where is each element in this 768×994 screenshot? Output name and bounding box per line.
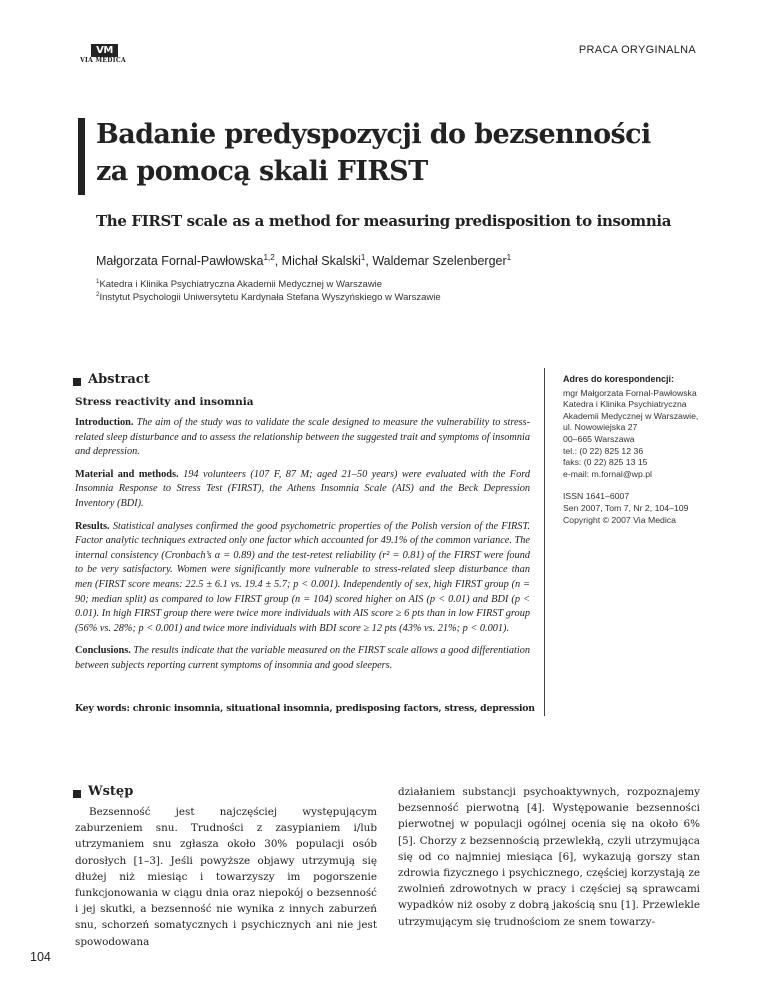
abstract-body [75,416,530,682]
body-column-left [75,804,377,950]
title-line-2: za pomocą skali FIRST [96,156,428,187]
section-heading: Wstęp [88,784,134,799]
correspondence-line: Katedra i Klinika Psychiatryczna [563,399,687,410]
body-paragraph: Bezsenność jest najczęściej występującym zaburzeniem snu. Trudności z zasypianiem i/lub utrzymaniem snu zgłasza około 30% populacji osób dorosłych [1–3]. Jeśli powyższe objawy utrzymują się dłużej niż miesiąc i towarzyszy im pogorszenie funkcjonowania w ciągu dnia oraz niepokój o bezsenność i jej skutki, a bezsenność nie wynika z innych zaburzeń snu, schorzeń somatycznych i psychicznych ani nie jest spowodowana [75,806,377,948]
correspondence-box [563,374,713,526]
abstract-section-text: 194 volunteers (107 F, 87 M; aged 21–50 years) were evaluated with the Ford Insomnia Response to Stress Test (FIRST), the Athens Insomnia Scale (AIS) and the Beck Depression Inventory (BDI). [75,468,530,509]
title-line-1: Badanie predyspozycji do bezsenności [96,119,651,150]
correspondence-line: mgr Małgorzata Fornal-Pawłowska [563,387,697,398]
body-column-right [398,784,700,930]
affiliation [96,292,706,303]
copyright: Copyright © 2007 Via Medica [563,514,676,525]
author-affil-mark: 1 [360,252,366,262]
keywords: Key words: chronic insomnia, situational insomnia, predisposing factors, stress, depression [75,703,535,714]
author-name: Michał Skalski [281,254,361,268]
abstract-introduction [75,416,530,460]
page-number: 104 [30,950,51,964]
abstract-section-label: Introduction. [75,417,134,428]
volume-info: Sen 2007, Tom 7, Nr 2, 104–109 [563,502,689,513]
abstract-section-label: Conclusions. [75,645,131,657]
author-affil-mark: 1 [506,252,512,262]
body-paragraph: działaniem substancji psychoaktywnych, rozpoznajemy bezsenność pierwotną [4]. Występowanie bezsenności pierwotnej w populacji ogólnej ocenia się na około 6% [5]. Chorzy z bezsennością przewlekłą, czyli utrzymująca się od co najmniej miesiąca [6], wykazują gorszy stan zdrowia fizycznego i psychicznego, częściej korzystają ze zwolnień zdrowotnych w pracy i częściej są sprawcami wypadków niż osoby z dobrą jakością snu [1]. Przewlekle utrzymującym się trudnościom ze snem towarzy- [398,786,700,928]
title-accent-bar [78,118,85,195]
author-list: Małgorzata Fornal-Pawłowska$^{1,2}$, Michał Skalski$^1$, Waldemar Szelenberger$^1$ [96,252,512,268]
article-type-label: PRACA ORYGINALNA [578,44,696,56]
abstract-conclusions [75,644,530,673]
affiliation-number: 2 [96,290,100,298]
issn: ISSN 1641–6007 [563,491,630,502]
abstract-methods [75,468,530,512]
author-name: Małgorzata Fornal-Pawłowska [96,254,264,268]
abstract-section-label: Results. [75,520,110,532]
correspondence-email: e-mail: m.fornal@wp.pl [563,468,652,479]
abstract-section-text: The results indicate that the variable measured on the FIRST scale allows a good differentiation between subjects reporting current symptoms of insomnia and good sleepers. [75,645,530,671]
affiliation-text: Katedra i Klinika Psychiatryczna Akademii Medycznej w Warszawie [99,279,383,290]
correspondence-line: 00–665 Warszawa [563,433,635,444]
abstract-section-label: Material and methods. [75,468,179,480]
author-affil-mark: 1,2 [263,252,275,262]
abstract-heading: Abstract [88,372,150,387]
abstract-heading-square-icon [73,378,81,386]
correspondence-heading: Adres do korespondencji: [563,374,675,384]
abstract-results [75,520,530,637]
affiliation [96,279,706,290]
affiliation-text: Instytut Psychologii Uniwersytetu Kardynała Stefana Wyszyńskiego w Warszawie [99,292,441,303]
correspondence-line: ul. Nowowiejska 27 [563,422,638,433]
section-heading-square-icon [73,790,81,798]
correspondence-line: Akademii Medycznej w Warszawie, [563,410,699,421]
sidebar-divider [544,368,545,716]
via-medica-logo-text: VIA MEDICA [80,57,126,64]
article-subtitle: The FIRST scale as a method for measuring predisposition to insomnia [96,212,672,230]
author-name: Waldemar Szelenberger [372,254,507,268]
correspondence-line: faks: (0 22) 825 13 15 [563,457,648,468]
via-medica-logo-mark: VM [91,44,118,57]
affiliation-number: 1 [96,277,100,285]
correspondence-line: tel.: (0 22) 825 12 36 [563,445,644,456]
abstract-section-text: The aim of the study was to validate the scale designed to measure the vulnerability to stress-related sleep disturbance and to assess the relationship between the suggested trait and symptoms of insomnia and depression. [75,417,530,458]
article-title [96,116,696,190]
abstract-subheading: Stress reactivity and insomnia [75,396,254,408]
abstract-section-text: Statistical analyses confirmed the good psychometric properties of the Polish version of the FIRST. Factor analytic techniques extracted only one factor which accounted for 49.1% of the common variance. The internal consistency (Cronbach’s α = 0.89) and the test-retest reliability (r² = 0.81) of the FIRST were found to be very satisfactory. Women were significantly more vulnerable to stress-related sleep disturbance than men (FIRST score means: 22.5 ± 6.1 vs. 19.4 ± 5.7; p < 0.001). Independently of sex, high FIRST group (n = 90; median split) as compared to low FIRST group (n = 104) scored higher on AIS (p < 0.01) and BDI (p < 0.01). In high FIRST group there were twice more individuals with AIS score ≥ 6 pts than in low FIRST group (56% vs. 28%; p < 0.001) and twice more individuals with BDI score ≥ 12 pts (43% vs. 21%; p < 0.001). [75,520,530,634]
